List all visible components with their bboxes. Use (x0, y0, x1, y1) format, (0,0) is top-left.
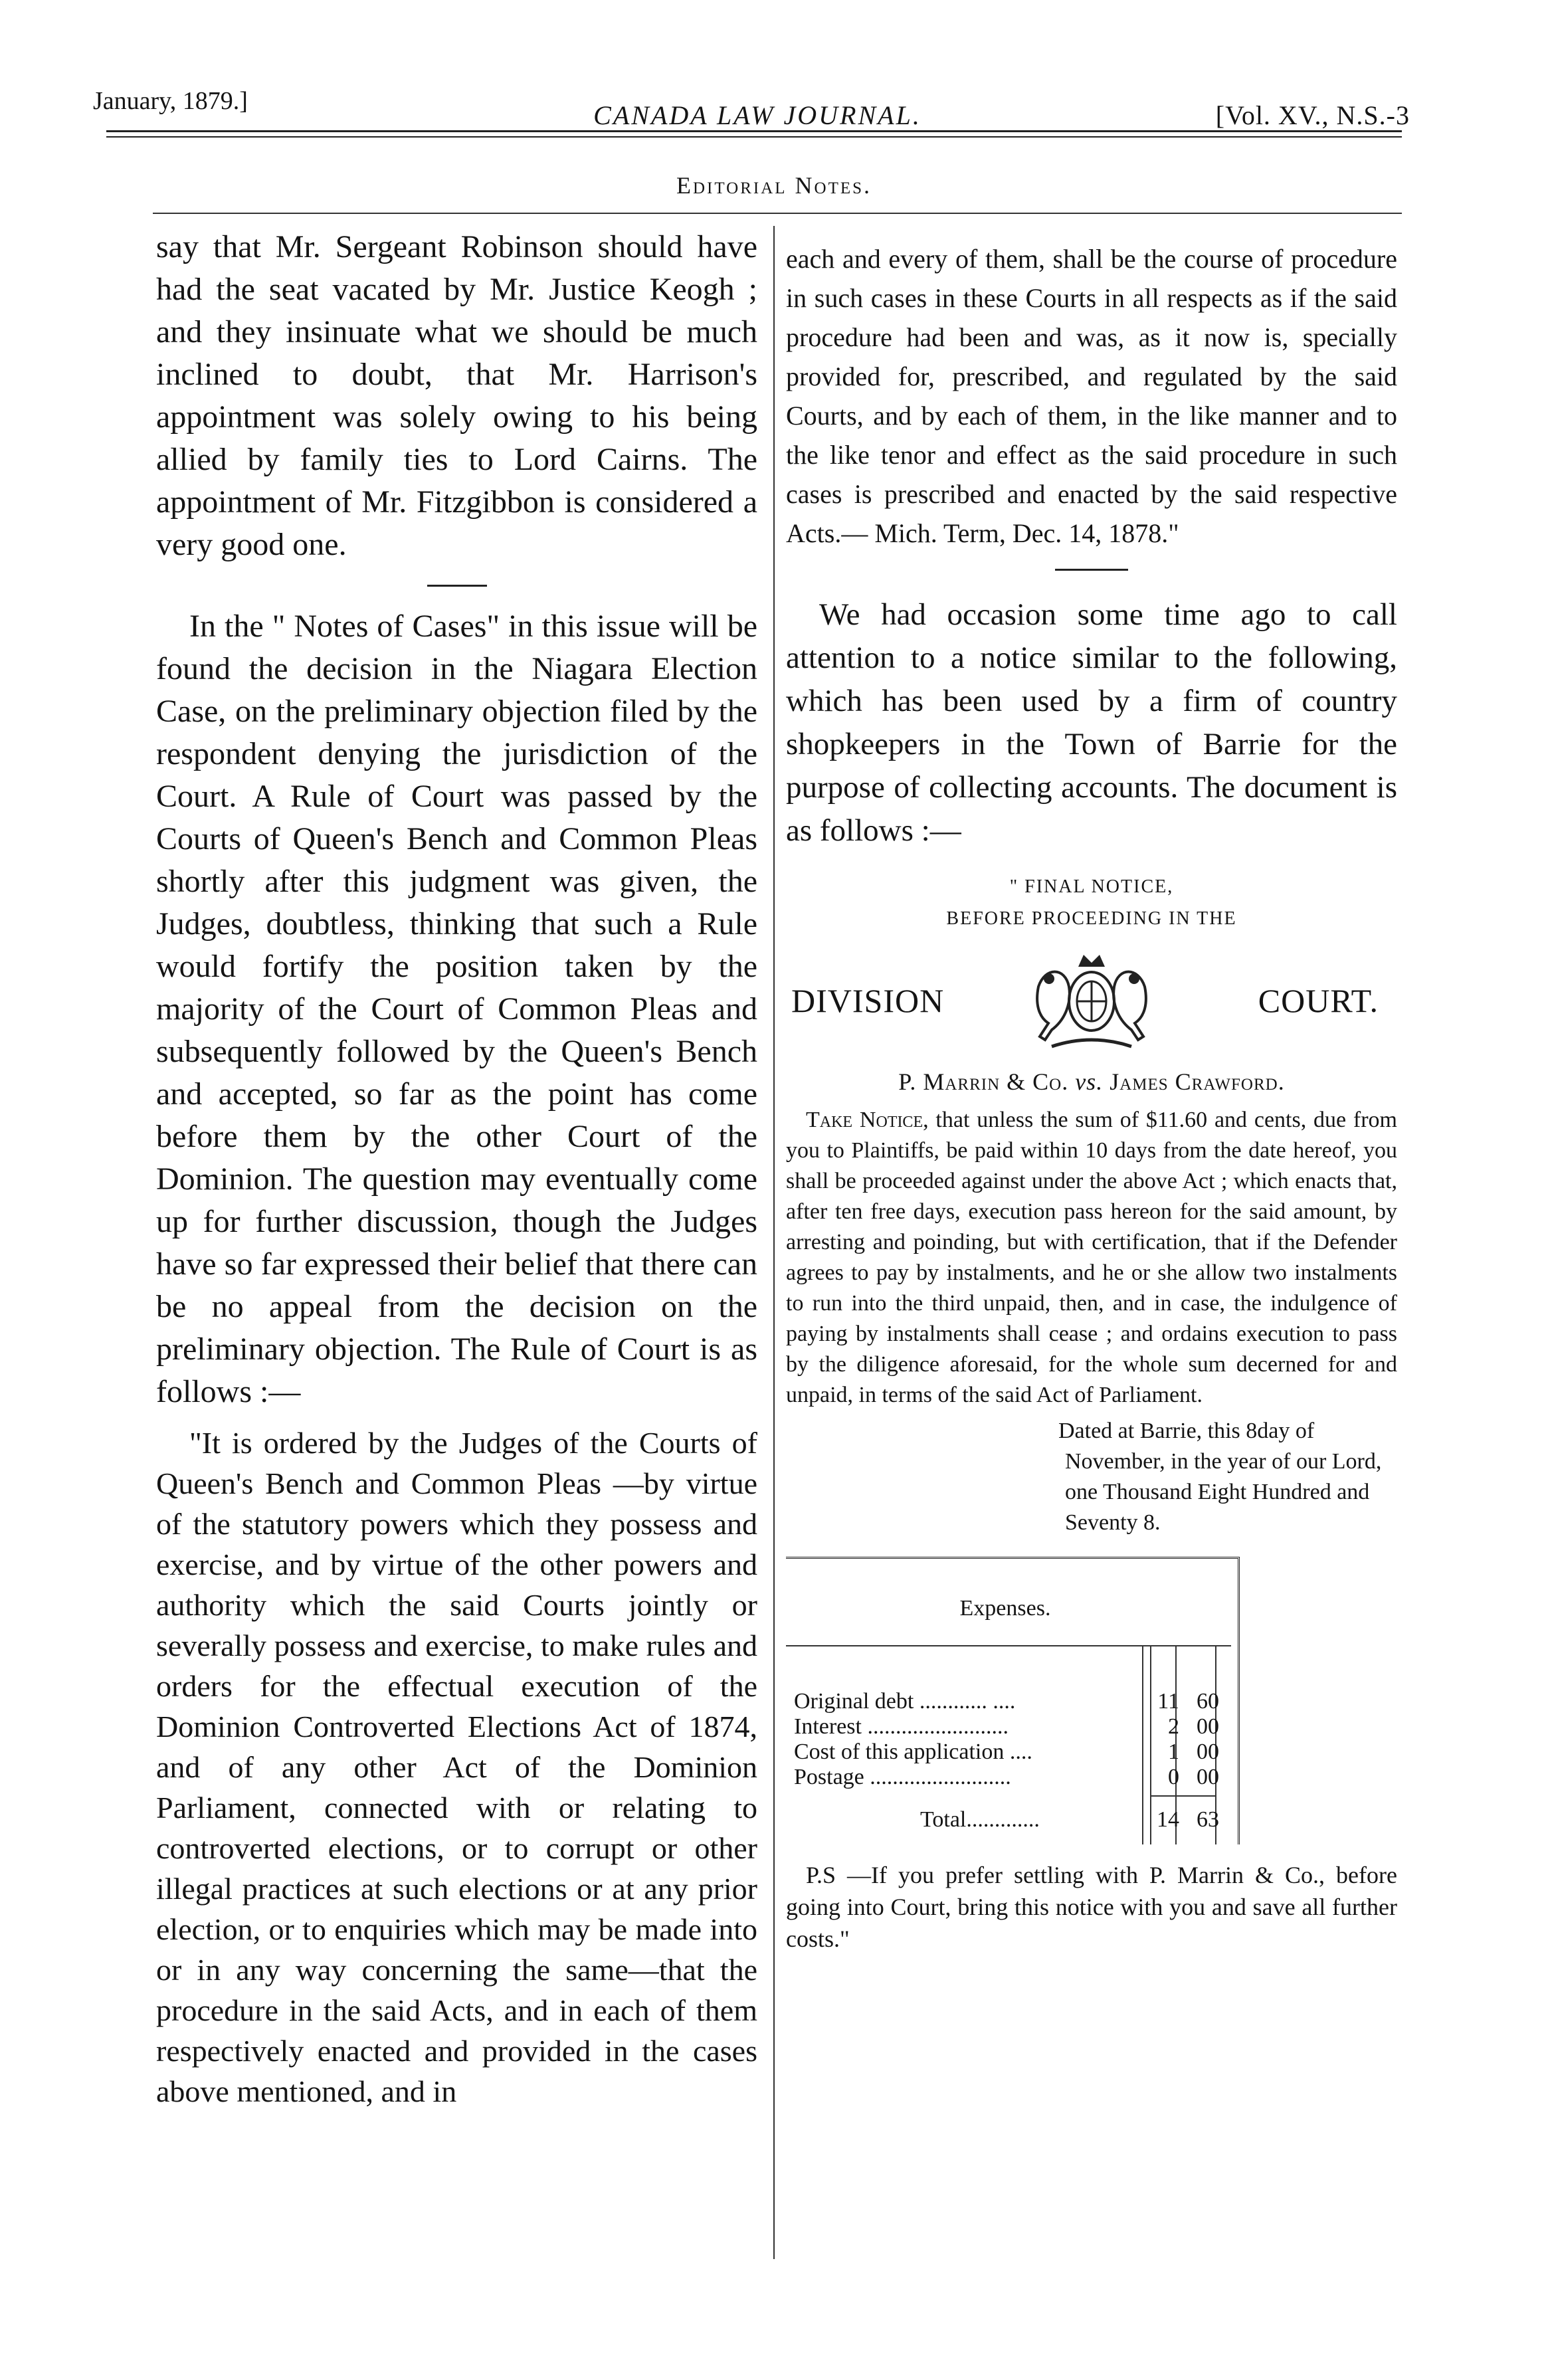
court-heading-left: DIVISION (791, 982, 945, 1019)
column-divider (773, 226, 775, 2259)
total-dollars: 14 (1157, 1807, 1179, 1832)
separator-rule (1055, 569, 1128, 571)
sum-rule (1150, 1795, 1215, 1797)
rule-of-court-quote: "It is ordered by the Judges of the Courts of Queen's Bench and Common Pleas —by virtue of the statutory powers which they possess and exercise, and by virtue of the other powers and authority which the said Courts jointly or severally possess and exercise, to make rules and orders for the effectual execution of the Dominion Controverted Elections Act of 1874, and of any other Act of the Dominion Parliament, connected with or relating to controverted elections, or to corrupt or other illegal practices at such elections or at any prior election, or to enquiries which may be made into or in any way concerning the same—that the procedure in the said Acts, and in each of them respectively enacted and provided in the cases above mentioned, and in (156, 1426, 757, 2108)
expense-cents: 60 (1197, 1689, 1219, 1714)
postscript: P.S —If you prefer settling with P. Marrin & Co., before going into Court, bring this notice with you and save all further costs." (786, 1862, 1397, 1952)
table-row (794, 1689, 1226, 1714)
separator-rule (427, 585, 487, 587)
notice-heading (786, 871, 1397, 935)
plaintiff: P. Marrin & Co. (898, 1068, 1069, 1095)
defendant: James Crawford. (1110, 1068, 1285, 1095)
expense-label: Postage ......................... (794, 1765, 1011, 1789)
header-date: January, 1879.] (93, 87, 248, 115)
paragraph: each and every of them, shall be the course of procedure in such cases in these Courts in all respects as if the said procedure had been and was, as it now is, specially provided for, prescribed, and regulated by the said Courts, and by each of them, in the like manner and to the like tenor and effect as the said procedure in such cases is prescribed and enacted by the said respective Acts.— Mich. Term, Dec. 14, 1878." (786, 244, 1397, 548)
expense-dollars: 11 (1157, 1689, 1179, 1714)
paragraph: say that Mr. Sergeant Robinson should have had the seat vacated by Mr. Justice Keogh ; and they insinuate what we should be much inclined to doubt, that Mr. Harrison's appointment was solely owing to his being allied by family ties to Lord Cairns. The appointment of Mr. Fitzgibbon is considered a very good one. (156, 229, 757, 562)
notice-lead: Take Notice, (806, 1108, 929, 1132)
court-heading (786, 940, 1397, 1060)
versus: vs. (1075, 1068, 1104, 1095)
expense-dollars: 2 (1168, 1714, 1179, 1739)
expense-label: Cost of this application .... (794, 1739, 1032, 1764)
right-column (786, 239, 1397, 1955)
expense-cents: 00 (1197, 1739, 1219, 1764)
royal-crest-icon (1025, 940, 1158, 1056)
expenses-table (786, 1557, 1240, 1844)
volume-number: [Vol. XV., N.S.-3 (1215, 100, 1410, 130)
section-title: Editorial Notes. (676, 172, 872, 199)
expense-label: Original debt ............ .... (794, 1689, 1016, 1714)
notice-body (786, 1105, 1397, 1411)
notice-text: that unless the sum of $11.60 and cents, due from you to Plaintiffs, be paid within 10 days from the date hereof, you shall be proceeded against under the above Act ; which enacts that, after ten free days, execution pass hereon for the said amount, by arresting and poinding, but with certification, that if the Defender agrees to pay by instalments, and he or she allow two instalments to run into the third unpaid, then, and in case, the indulgence of paying by instalments shall cease ; and ordains execution to pass by the diligence aforesaid, for the whole sum decerned for and unpaid, in terms of the said Act of Parliament. (786, 1108, 1397, 1407)
running-header (93, 72, 1410, 130)
header-double-rule (106, 130, 1402, 138)
case-parties (786, 1068, 1397, 1096)
table-rule (786, 1645, 1231, 1646)
expense-cents: 00 (1197, 1765, 1219, 1789)
expense-label: Interest ......................... (794, 1714, 1009, 1739)
notice-line: " FINAL NOTICE, (1009, 876, 1174, 897)
total-label: Total............. (920, 1807, 1040, 1832)
journal-title: CANADA LAW JOURNAL. (593, 100, 921, 130)
table-row (794, 1714, 1226, 1739)
court-heading-right: COURT. (1258, 982, 1379, 1019)
expense-cents: 00 (1197, 1714, 1219, 1739)
left-column (156, 226, 757, 2112)
paragraph: In the " Notes of Cases" in this issue will be found the decision in the Niagara Election Case, on the preliminary objection filed by the respondent denying the jurisdiction of the Court. A Rule of Court was passed by the Courts of Queen's Bench and Common Pleas shortly after this judgment was given, the Judges, doubtless, thinking that such a Rule would fortify the position taken by the majority of the Court of Common Pleas and subsequently followed by the Queen's Bench and accepted, so far as the point has come before them by the other Court of the Dominion. The question may eventually come up for further discussion, though the Judges have so far expressed their belief that there can be no appeal from the decision on the preliminary objection. The Rule of Court is as follows :— (156, 609, 757, 1409)
table-row (794, 1765, 1226, 1790)
paragraph: We had occasion some time ago to call attention to a notice similar to the following, which has been used by a firm of country shopkeepers in the Town of Barrie for the purpose of collecting accounts. The document is as follows :— (786, 597, 1397, 848)
table-row (794, 1739, 1226, 1765)
dated-line: Dated at Barrie, this 8day of November, in the year of our Lord, one Thousand Eight Hundred and Seventy 8. (1058, 1419, 1382, 1535)
section-rule (153, 213, 1402, 214)
table-total-row (794, 1807, 1226, 1833)
total-cents: 63 (1197, 1807, 1219, 1832)
expense-dollars: 1 (1168, 1739, 1179, 1764)
expenses-title: Expenses. (959, 1596, 1051, 1621)
expense-dollars: 0 (1168, 1765, 1179, 1789)
notice-line: BEFORE PROCEEDING IN THE (946, 908, 1237, 929)
